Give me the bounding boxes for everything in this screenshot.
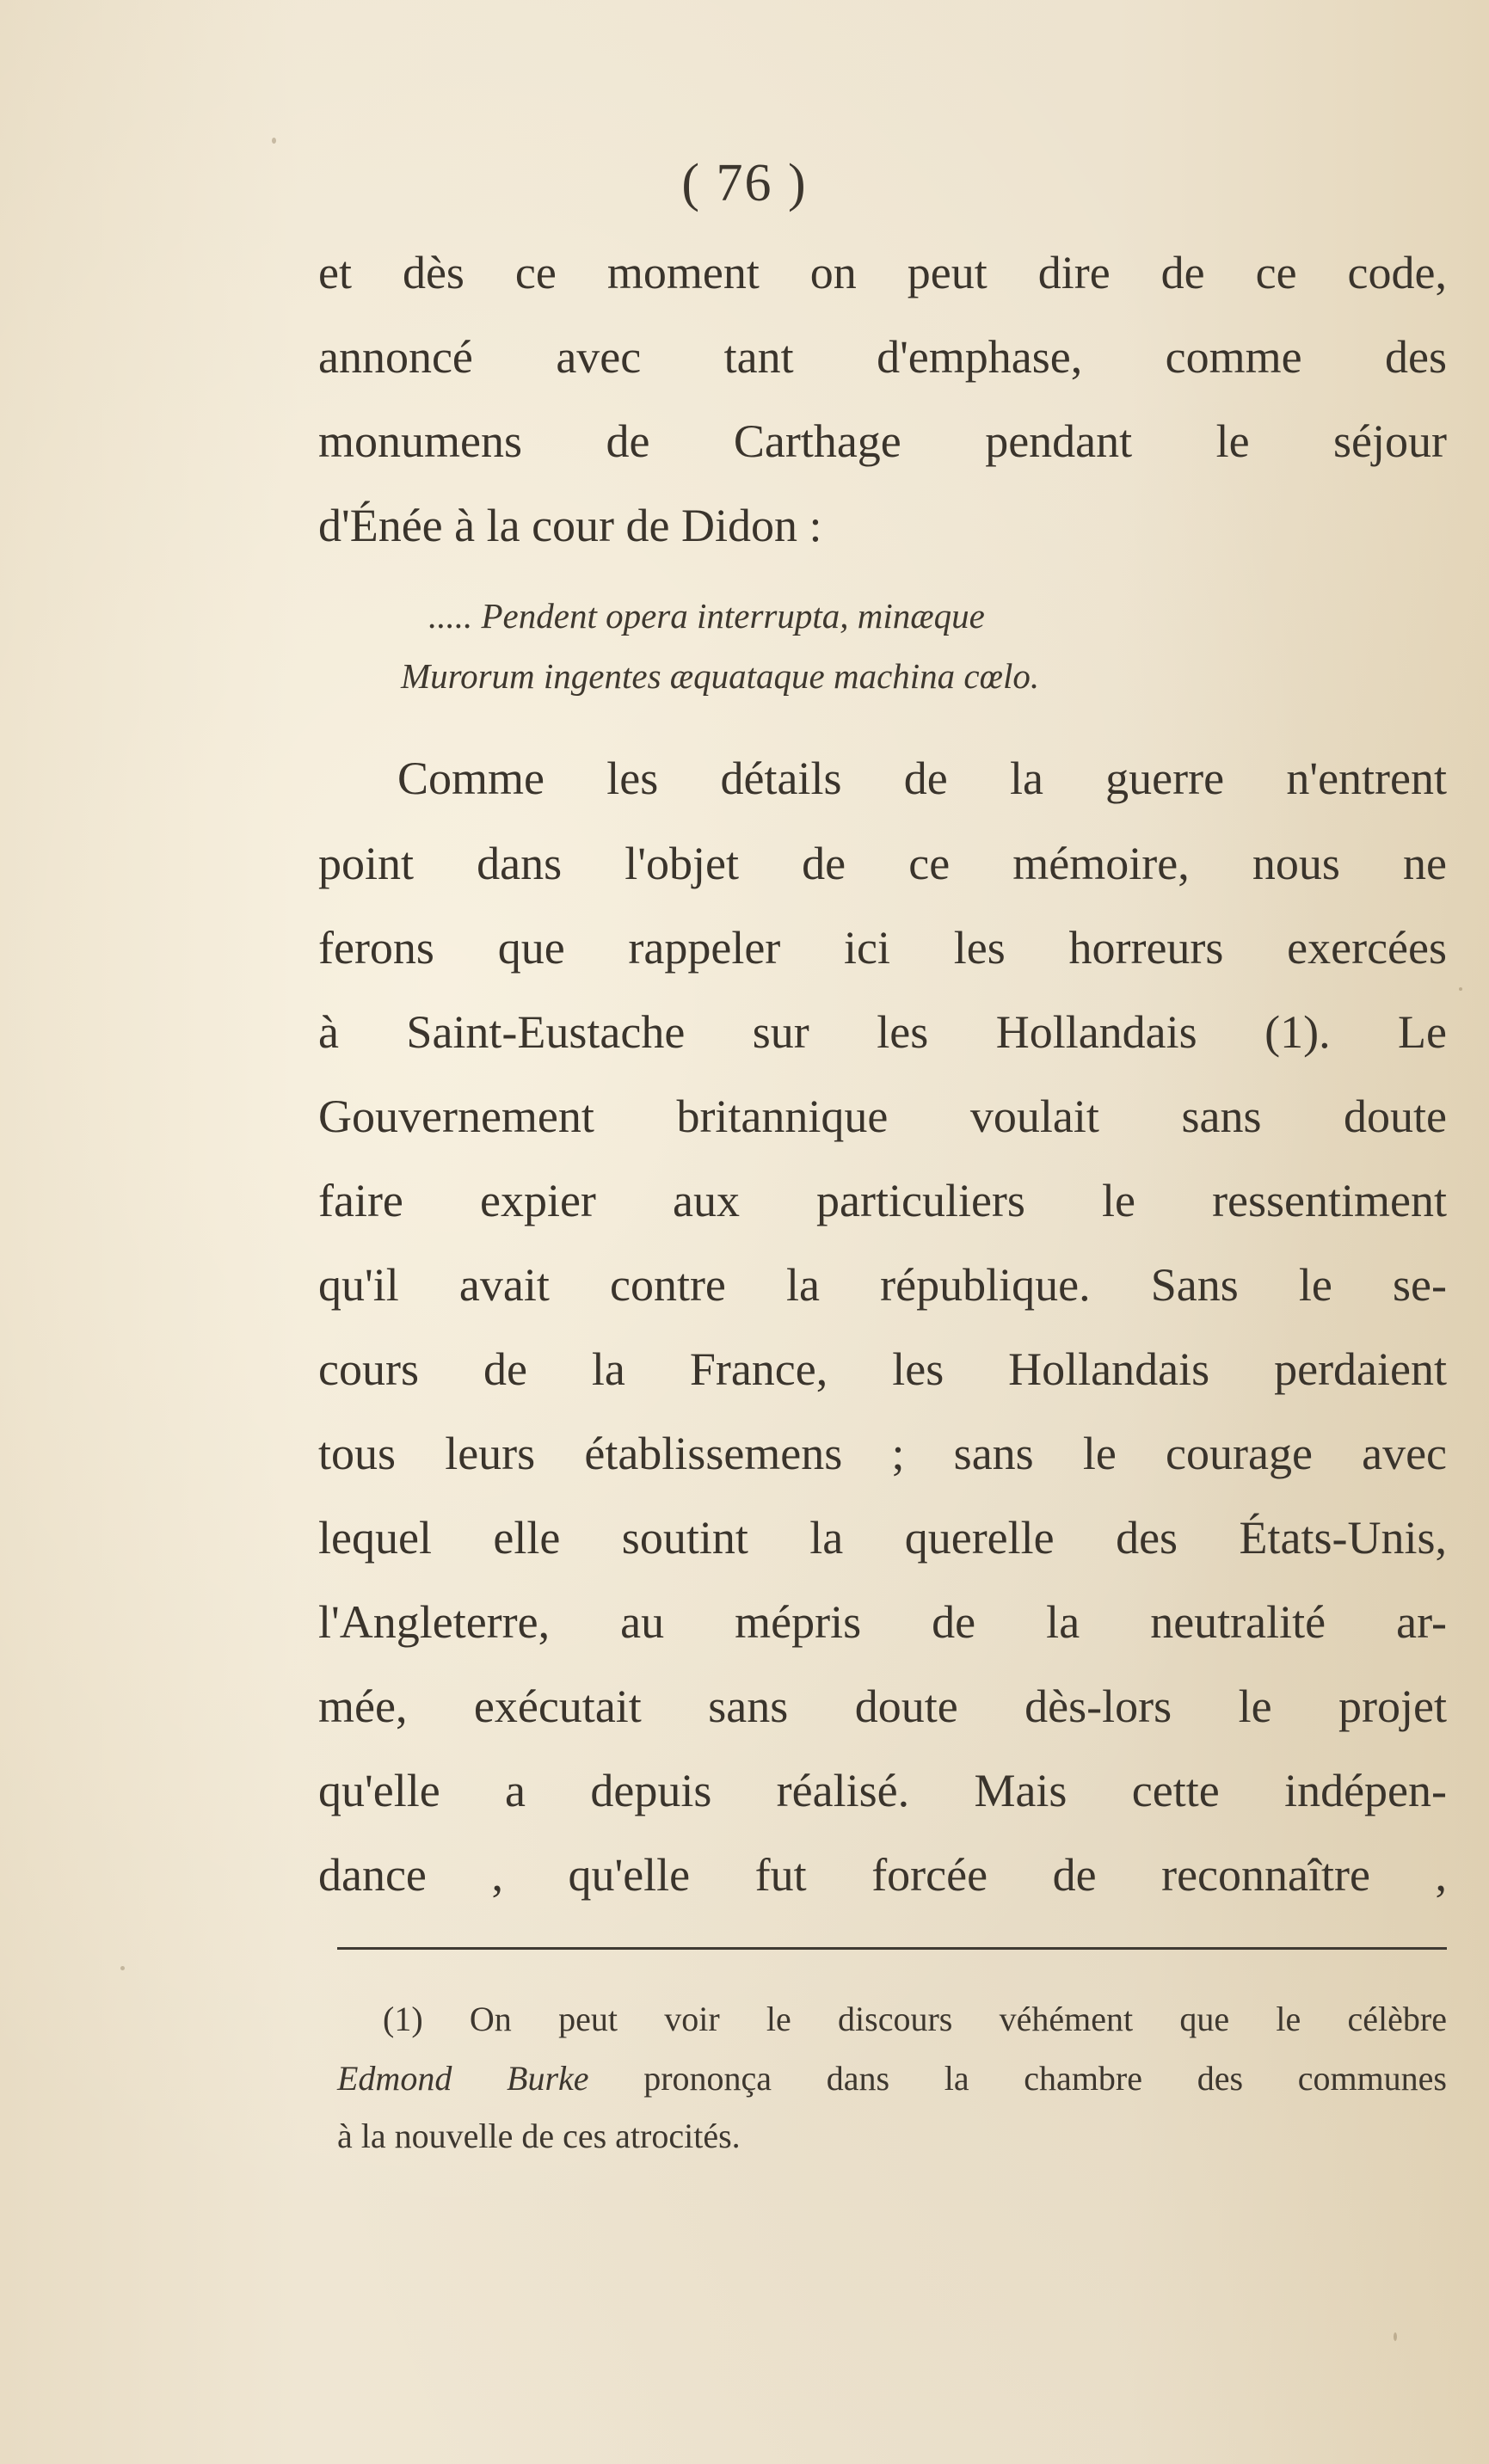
paragraph-line-6: faire expier aux particuliers le ressentiment — [318, 1175, 1447, 1226]
paragraph-line-2: point dans l'objet de ce mémoire, nous ne — [318, 838, 1447, 889]
paragraph-line-11: l'Angleterre, au mépris de la neutralité ar- — [318, 1596, 1447, 1648]
body-line-2: annoncé avec tant d'emphase, comme des — [318, 331, 1447, 383]
body-line-4: d'Énée à la cour de Didon : — [318, 500, 822, 551]
footnote-line-1: (1) On peut voir le discours véhément que le célèbre — [383, 2000, 1447, 2038]
paragraph-line-3: ferons que rappeler ici les horreurs exercées — [318, 922, 1447, 974]
footnote-line-3: à la nouvelle de ces atrocités. — [337, 2117, 741, 2155]
paper-speck — [272, 138, 276, 144]
paper-speck — [1394, 2332, 1397, 2341]
body-line-3: monumens de Carthage pendant le séjour — [318, 415, 1447, 467]
page-number: ( 76 ) — [681, 154, 808, 212]
paragraph-line-8: cours de la France, les Hollandais perdaient — [318, 1343, 1447, 1395]
paragraph-line-14: dance , qu'elle fut forcée de reconnaître , — [318, 1849, 1447, 1901]
footnote-line-2-text: prononça dans la chambre des communes — [588, 2059, 1448, 2098]
paragraph-line-1: Comme les détails de la guerre n'entrent — [397, 753, 1447, 804]
latin-quote-line-1: ..... Pendent opera interrupta, minæque — [428, 596, 985, 636]
paragraph-line-12: mée, exécutait sans doute dès-lors le projet — [318, 1681, 1447, 1732]
paragraph-line-9: tous leurs établissemens ; sans le courage avec — [318, 1428, 1447, 1479]
footnote-rule — [337, 1947, 1447, 1950]
footnote-line-2 — [337, 2059, 1448, 2098]
paper-speck — [1459, 987, 1462, 991]
paragraph-line-4: à Saint-Eustache sur les Hollandais (1). Le — [318, 1006, 1447, 1058]
latin-quote-line-2: Murorum ingentes æquataque machina cœlo. — [401, 656, 1040, 696]
paper-speck — [120, 1966, 125, 1970]
paragraph-line-13: qu'elle a depuis réalisé. Mais cette indépen- — [318, 1765, 1447, 1816]
footnote-author-name: Edmond Burke — [337, 2059, 589, 2098]
body-line-1: et dès ce moment on peut dire de ce code, — [318, 247, 1447, 298]
paragraph-line-10: lequel elle soutint la querelle des États-Unis, — [318, 1512, 1447, 1564]
paragraph-line-5: Gouvernement britannique voulait sans doute — [318, 1091, 1447, 1142]
paragraph-line-7: qu'il avait contre la république. Sans le se- — [318, 1259, 1447, 1311]
